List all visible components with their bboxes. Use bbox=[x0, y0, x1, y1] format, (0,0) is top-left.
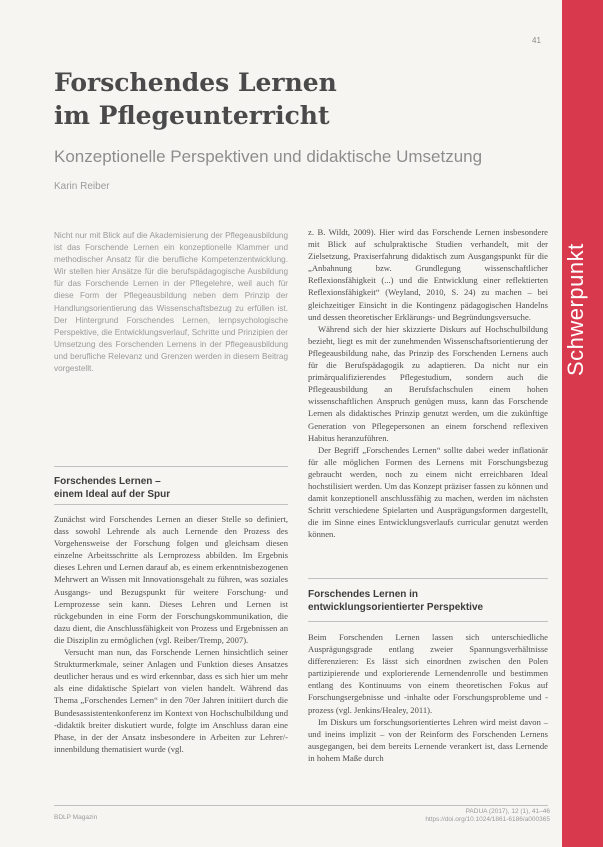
footer-publisher: BDLP Magazin bbox=[54, 814, 98, 821]
section-divider bbox=[308, 621, 548, 622]
section-divider bbox=[54, 504, 288, 505]
section-label: Schwerpunkt bbox=[563, 243, 588, 377]
body-column-left bbox=[54, 513, 288, 755]
paragraph: Versucht man nun, das Forschende Lernen hinsichtlich seiner Strukturmerkmale, seiner Anlagen und Funktion dieses Ansatzes deutlicher heraus und es wird erkennbar, dass es sich hier um mehr als eine didaktische Spielart von vielen handelt. Während das Thema „Forschendes Lernen“ in den 70er Jahren initiiert durch die Bundesassistentenkonferenz im Kontext von Hochschulbildung und -didaktik breiter diskutiert wurde, folgte im Anschluss daran eine Phase, in der der Ansatz insbesondere in Arbeiten zur Lehrer/-innenbildung thematisiert wurde (vgl. bbox=[54, 647, 288, 754]
section-divider bbox=[308, 578, 548, 579]
section-sidebar bbox=[562, 0, 603, 847]
section-heading-2-line1: Forschendes Lernen in bbox=[308, 589, 419, 600]
abstract-text: Nicht nur mit Blick auf die Akademisierung der Pflegeausbildung ist das Forschende Lernen ein konzeptionelle Klammer und methodischer Ansatz für die berufliche Kompetenzentwicklung. Wir stellen hier Ansätze für die berufspädagogische Ausbildung für das Forschende Lernen in der Pflegelehre, weil auch für diese Form der Pflegeausbildung neben dem Prinzip der Handlungsorientierung das Wissenschaftsbezug zu erfüllen ist. Der Hintergrund Forschendes Lernen, lernpsychologische Perspektive, die Entwicklungsverlauf, Schritte und Prinzipien der Umsetzung des Forschenden Lernens in der Pflegeausbildung und berufliche Relevanz und Grenzen werden in diesem Beitrag vorgestellt. bbox=[54, 231, 288, 374]
paragraph: Der Begriff „Forschendes Lernen“ sollte dabei weder inflationär für alle möglichen Formen des Lernens mit Forschungsbezug gebraucht werden, noch zu einem nicht erreichbaren Ideal hochstilisiert werden. Um das Konzept präziser fassen zu können und damit konzeptionell anschlussfähig zu machen, werden im nächsten Schritt verschiedene Spielarten und Ausprägungsformen dargestellt, die im Sinne eines Entwicklungsverlaufs curricular genutzt werden können. bbox=[308, 444, 548, 540]
body-column-right-bottom bbox=[308, 631, 548, 764]
article-title-line2: im Pflegeunterricht bbox=[54, 101, 330, 130]
section-divider bbox=[54, 466, 288, 467]
paragraph: Beim Forschenden Lernen lassen sich unterschiedliche Ausprägungsgrade entlang zweier Spannungsverhältnisse differenzieren: Es lässt sich einordnen zwischen den Polen partizipierende und explorierende Lernendenrolle und bestimmen entlang des Kontinuums von einem theoretischen Fokus auf Forschungsergebnisse und -inhalte oder Forschungsprobleme und -prozess (vgl. Jenkins/Healey, 2011). bbox=[308, 632, 548, 715]
body-column-right-top bbox=[308, 226, 548, 540]
section-heading-2 bbox=[308, 588, 548, 614]
section-heading-1-line1: Forschendes Lernen – bbox=[54, 476, 161, 487]
abstract bbox=[54, 230, 288, 375]
section-heading-1-line2: einem Ideal auf der Spur bbox=[54, 489, 171, 500]
paragraph: Zunächst wird Forschendes Lernen an dieser Stelle so definiert, dass sowohl Lehrende als auch Lernende den Prozess des Vorgehensweise der Forschung folgen und gleichsam diesen einzelne Arbeitsschritte als Lernprozess abbilden. Im Ergebnis dieses Lehren und Lernen darauf ab, es einem erkenntnisbezogenen Mehrwert an Wissen mit Innovationsgehalt zu führen, was soziales Ausgangs- und Bezugspunkt für weitere Forschung- und Lernprozesse sein kann. Dieses Lehren und Lernen ist rückgebunden in eine Form der Forschungskommunikation, die dazu dient, die Anschlussfähigkeit von Prozess und Ergebnissen an die Disziplin zu ermöglichen (vgl. Reiber/Tremp, 2007). bbox=[54, 514, 288, 645]
paragraph: z. B. Wildt, 2009). Hier wird das Forschende Lernen insbesondere mit Blick auf schulpraktische Studien verhandelt, mit der Zielsetzung, Praxiserfahrung didaktisch zum Ausgangspunkt für die „Anbahnung bzw. Grundlegung wissenschaftlicher Reflexionsfähigkeit (...) und die Entwicklung einer reflektierten Reflexionsfähigkeit“ (Weyland, 2010, S. 24) zu machen – bei gleichzeitiger Einsicht in die Kontingenz pädagogischen Handelns und dessen theoretischer Erklärungs- und Begründungsversuche. bbox=[308, 227, 548, 322]
paragraph: Während sich der hier skizzierte Diskurs auf Hochschulbildung bezieht, liegt es mit der zunehmenden Wissenschaftsorientierung der Pflegeausbildung nahe, das Prinzip des Forschenden Lernens auch für die Berufspädagogik zu adaptieren. Da nicht nur ein primärqualifizierendes Pflegestudium, sondern auch die Pflegeausbildung an Berufsfachschulen einem hohen wissenschaftlichen Anspruch genügen muss, kann das Forschende Lernen als didaktisches Prinzip genutzt werden, um die zukünftige Generation von Pflegepersonen an einem forschend reflexiven Habitus heranzuführen. bbox=[308, 323, 548, 443]
footer-divider bbox=[54, 805, 548, 806]
footer-doi: https://doi.org/10.1024/1861-6186/a000365 bbox=[425, 816, 550, 823]
footer-citation bbox=[420, 808, 550, 824]
section-heading-1 bbox=[54, 475, 288, 501]
article-title-line1: Forschendes Lernen bbox=[54, 68, 337, 97]
section-heading-2-line2: entwicklungsorientierter Perspektive bbox=[308, 602, 484, 613]
footer-journal: PADUA (2017), 12 (1), 41–46 bbox=[465, 808, 550, 815]
page-number: 41 bbox=[532, 36, 541, 45]
article-title bbox=[54, 66, 524, 132]
author-name: Karin Reiber bbox=[54, 181, 110, 192]
paragraph: Im Diskurs um forschungsorientiertes Lehren wird meist davon – und ineins implizit – von der Reinform des Forschenden Lernens ausgegangen, bei dem bereits Lernende verankert ist, dass Lernende in hohem Maße durch bbox=[308, 716, 548, 763]
article-subtitle: Konzeptionelle Perspektiven und didaktische Umsetzung bbox=[54, 147, 483, 166]
